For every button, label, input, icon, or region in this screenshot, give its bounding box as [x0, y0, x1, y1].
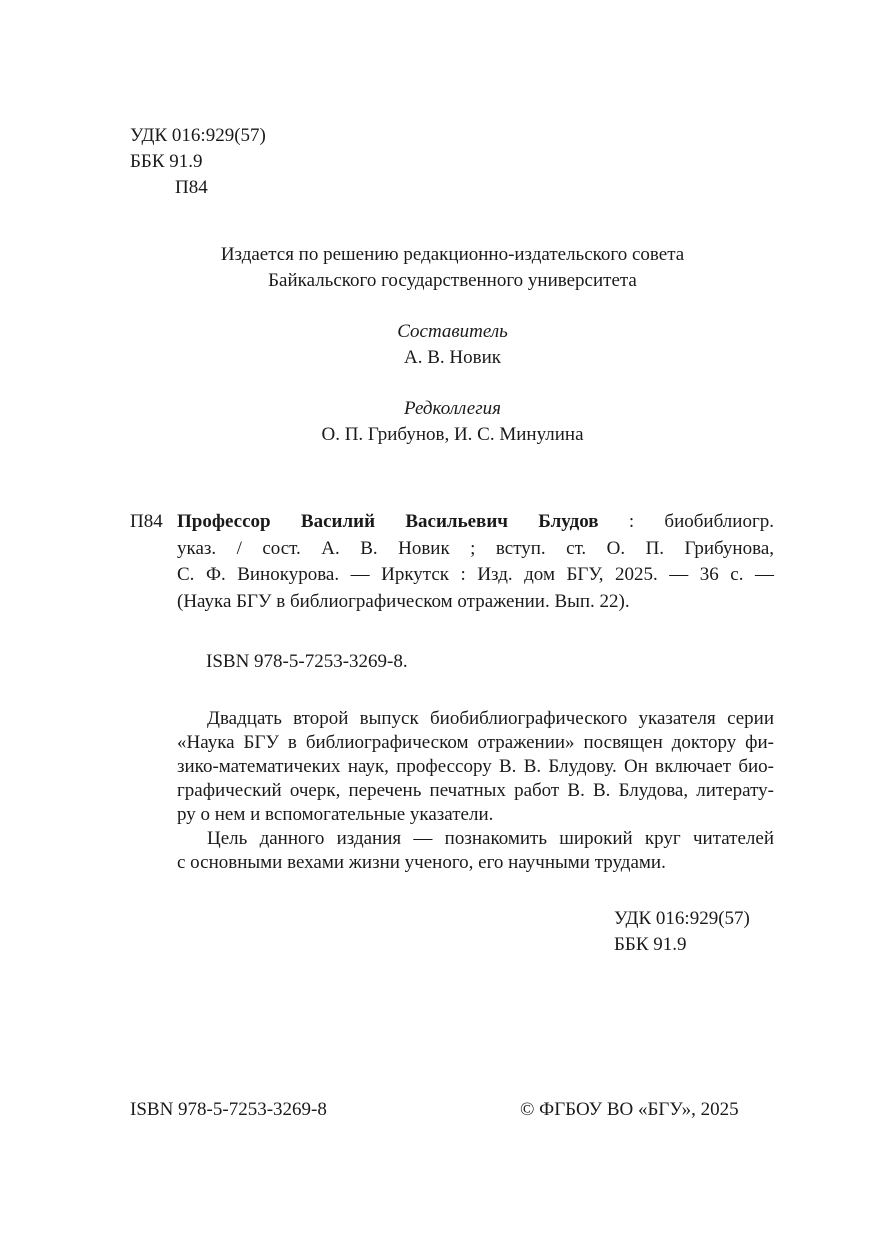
annotation-line: с основными вехами жизни ученого, его научными трудами. — [177, 852, 666, 873]
catalog-line-3: С. Ф. Винокурова. — Иркутск : Изд. дом БГУ, 2025. — 36 с. — — [177, 564, 774, 585]
catalog-title: Профессор Василий Васильевич Блудов — [177, 511, 599, 532]
compiler-name: А. В. Новик — [404, 347, 501, 368]
annotation-line: Двадцать второй выпуск биобиблиографического указателя серии — [207, 708, 774, 729]
annotation-line: Цель данного издания — познакомить широкий круг читателей — [207, 828, 774, 849]
udk-code: УДК 016:929(57) — [130, 125, 266, 146]
annotation-line: «Наука БГУ в библиографическом отражении» посвящен доктору фи- — [177, 732, 774, 753]
catalog-line-1 — [177, 509, 774, 536]
compiler-label: Составитель — [397, 321, 508, 342]
catalog-line-4: (Наука БГУ в библиографическом отражении. Вып. 22). — [177, 590, 630, 612]
catalog-record — [177, 509, 774, 615]
editorial-board-names: О. П. Грибунов, И. С. Минулина — [321, 424, 584, 445]
isbn-record: ISBN 978-5-7253-3269-8. — [206, 651, 408, 672]
catalog-author-mark: П84 — [130, 511, 163, 532]
editorial-board-label: Редколлегия — [404, 398, 501, 419]
publisher-note-line-1: Издается по решению редакционно-издательского совета — [220, 244, 685, 265]
publisher-note-line-2: Байкальского государственного университета — [268, 270, 637, 291]
catalog-line-2: указ. / сост. А. В. Новик ; вступ. ст. О. П. Грибунова, — [177, 537, 774, 559]
annotation-line: ру о нем и вспомогательные указатели. — [177, 804, 494, 825]
annotation-line: графический очерк, перечень печатных работ В. В. Блудова, литерату- — [177, 780, 774, 801]
catalog-line-1-rest: : биобиблиогр. — [598, 511, 774, 532]
author-mark: П84 — [175, 177, 208, 198]
bbk-code-right: ББК 91.9 — [614, 934, 687, 955]
annotation-line: зико-математичеких наук, профессору В. В. Блудову. Он включает био- — [177, 756, 774, 777]
footer-isbn: ISBN 978-5-7253-3269-8 — [130, 1099, 327, 1120]
bbk-code: ББК 91.9 — [130, 151, 203, 172]
footer-copyright: © ФГБОУ ВО «БГУ», 2025 — [520, 1099, 739, 1120]
annotation — [177, 707, 774, 875]
udk-code-right: УДК 016:929(57) — [614, 908, 750, 929]
